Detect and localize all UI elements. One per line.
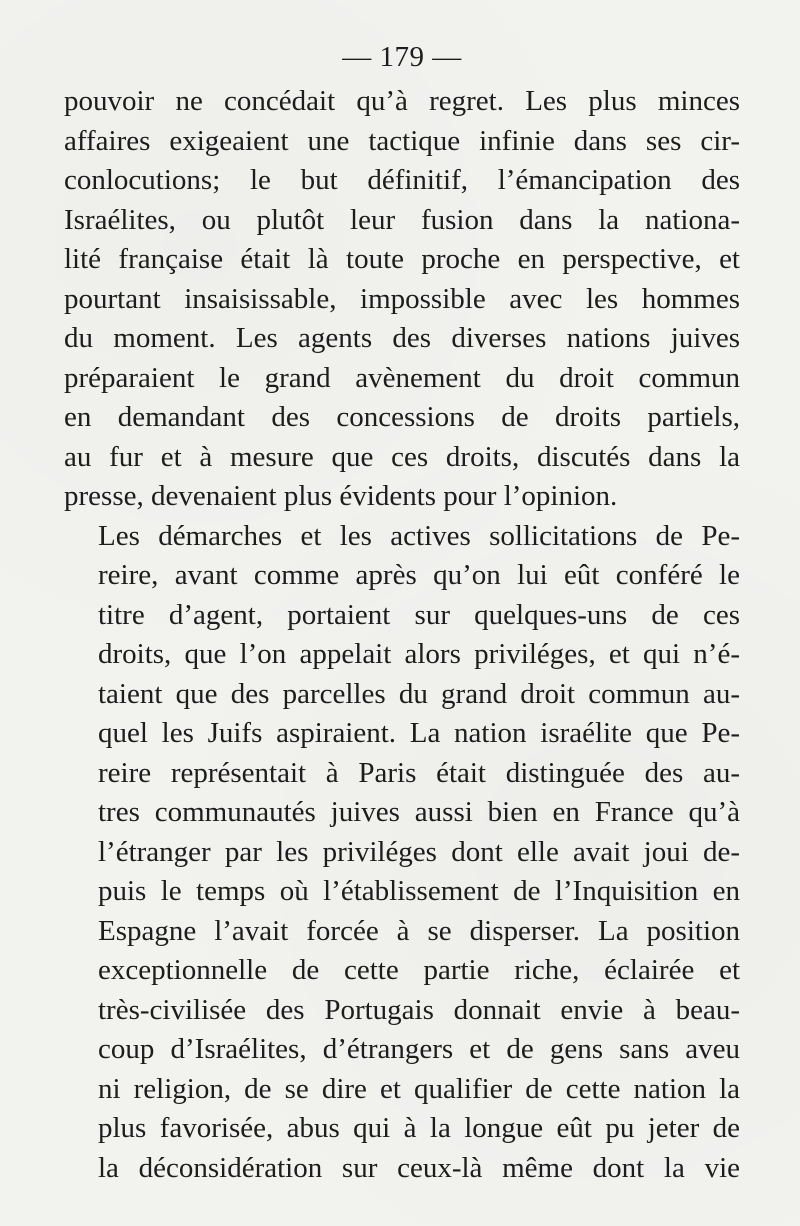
text-line: du moment. Les agents des diverses nations juives <box>64 322 740 354</box>
text-line: titre d’agent, portaient sur quelques-uns de ces <box>98 598 740 631</box>
text-line: quel les Juifs aspiraient. La nation israélite que Pe- <box>98 717 740 749</box>
text-line: conlocutions; le but définitif, l’émancipation des <box>64 164 740 196</box>
body-text <box>64 82 740 1188</box>
text-line: l’étranger par les priviléges dont elle avait joui de- <box>98 835 740 868</box>
text-line: plus favorisée, abus qui à la longue eût pu jeter de <box>98 1112 740 1144</box>
text-line: très-civilisée des Portugais donnait envie à beau- <box>98 993 740 1026</box>
text-line: puis le temps où l’établissement de l’Inquisition en <box>98 875 740 907</box>
text-line: en demandant des concessions de droits partiels, <box>64 401 740 433</box>
text-line: coup d’Israélites, d’étrangers et de gens sans aveu <box>98 1033 740 1065</box>
text-line: droits, que l’on appelait alors priviléges, et qui n’é- <box>98 638 740 670</box>
page-number: — 179 — <box>342 41 462 73</box>
text-line: presse, devenaient plus évidents pour l’opinion. <box>64 480 618 512</box>
text-line: la déconsidération sur ceux-là même dont la vie <box>98 1151 740 1184</box>
text-line: taient que des parcelles du grand droit commun au- <box>98 677 740 710</box>
text-line: pouvoir ne concédait qu’à regret. Les plus minces <box>64 85 740 117</box>
text-line: Espagne l’avait forcée à se disperser. La position <box>98 914 740 947</box>
text-line: Les démarches et les actives sollicitations de Pe- <box>98 519 740 552</box>
text-line: affaires exigeaient une tactique infinie dans ses cir- <box>64 124 740 157</box>
text-line: lité française était là toute proche en perspective, et <box>64 243 740 275</box>
text-line: tres communautés juives aussi bien en France qu’à <box>98 796 740 828</box>
text-line: préparaient le grand avènement du droit commun <box>64 361 740 394</box>
text-line: pourtant insaisissable, impossible avec les hommes <box>64 282 740 315</box>
paragraph-1 <box>64 82 740 517</box>
paragraph-2 <box>64 517 740 1189</box>
text-line: Israélites, ou plutôt leur fusion dans la nationa- <box>64 203 740 236</box>
text-line: ni religion, de se dire et qualifier de cette nation la <box>98 1072 740 1105</box>
text-line: au fur et à mesure que ces droits, discutés dans la <box>64 440 740 473</box>
text-line: exceptionnelle de cette partie riche, éclairée et <box>98 954 740 986</box>
text-line: reire représentait à Paris était distinguée des au- <box>98 756 740 789</box>
text-line: reire, avant comme après qu’on lui eût conféré le <box>98 559 740 591</box>
